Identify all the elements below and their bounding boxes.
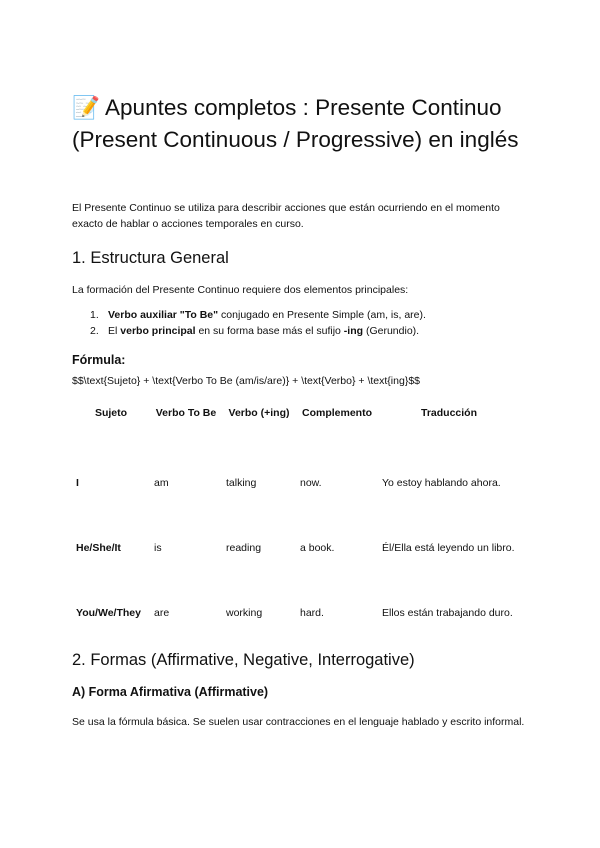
memo-icon: 📝 (72, 95, 101, 121)
table-header: Sujeto (94, 407, 128, 419)
conjugation-table (72, 400, 520, 656)
list-text: conjugado en Presente Simple (am, is, are). (218, 309, 426, 321)
table-cell: is (154, 542, 162, 554)
list-item (72, 324, 426, 340)
table-cell: Él/Ella está leyendo un libro. (382, 542, 515, 554)
table-cell: a book. (300, 542, 335, 554)
list-text: (Gerundio). (363, 324, 420, 337)
list-item (72, 308, 426, 324)
section-2-heading: 2. Formas (Affirmative, Negative, Interrogative) (72, 651, 415, 669)
section-2a-text: Se usa la fórmula básica. Se suelen usar contracciones en el lenguaje hablado y escrito informal. (72, 716, 525, 728)
list-bold-text: verbo principal (120, 324, 196, 337)
table-cell: talking (226, 477, 257, 489)
table-header: Verbo To Be (155, 407, 217, 419)
list-text: El (108, 324, 121, 337)
section-1-heading: 1. Estructura General (72, 249, 229, 267)
table-cell: Yo estoy hablando ahora. (382, 477, 501, 489)
formula-text: $$\text{Sujeto} + \text{Verbo To Be (am/is/are)} + \text{Verbo} + \text{ing}$$ (72, 375, 421, 387)
table-header-row (72, 400, 520, 460)
structure-list (72, 308, 426, 339)
table-cell: now. (300, 477, 322, 489)
page-title-text: Apuntes completos : Presente Continuo (Present Continuous / Progressive) en inglés (72, 95, 519, 152)
table-row (72, 590, 520, 656)
table-row (72, 525, 520, 590)
table-header: Traducción (420, 407, 477, 419)
table-cell: are (154, 607, 170, 619)
table-header: Complemento (301, 407, 372, 419)
table-cell: working (226, 607, 263, 619)
table-cell: reading (226, 542, 262, 554)
table-cell: Ellos están trabajando duro. (382, 607, 513, 619)
table-header: Verbo (+ing) (228, 407, 290, 419)
formula-heading: Fórmula: (72, 353, 126, 367)
list-number: 1. (90, 309, 99, 321)
table-cell: You/We/They (76, 607, 141, 619)
page-title (72, 92, 532, 155)
table-cell: He/She/It (76, 542, 121, 554)
list-bold-text: -ing (343, 324, 364, 337)
table-cell: I (76, 477, 79, 489)
list-number: 2. (90, 324, 99, 337)
intro-paragraph: El Presente Continuo se utiliza para describir acciones que están ocurriendo en el momento exacto de hablar o acciones temporales en curso. (72, 202, 500, 230)
section-1-text: La formación del Presente Continuo requiere dos elementos principales: (72, 284, 409, 296)
list-bold-text: Verbo auxiliar "To Be" (108, 309, 219, 321)
table-cell: am (154, 477, 169, 489)
section-2a-heading: A) Forma Afirmativa (Affirmative) (72, 685, 269, 699)
table-row (72, 460, 520, 525)
list-text: en su forma base más el sufijo (195, 324, 344, 337)
table-cell: hard. (300, 607, 324, 619)
